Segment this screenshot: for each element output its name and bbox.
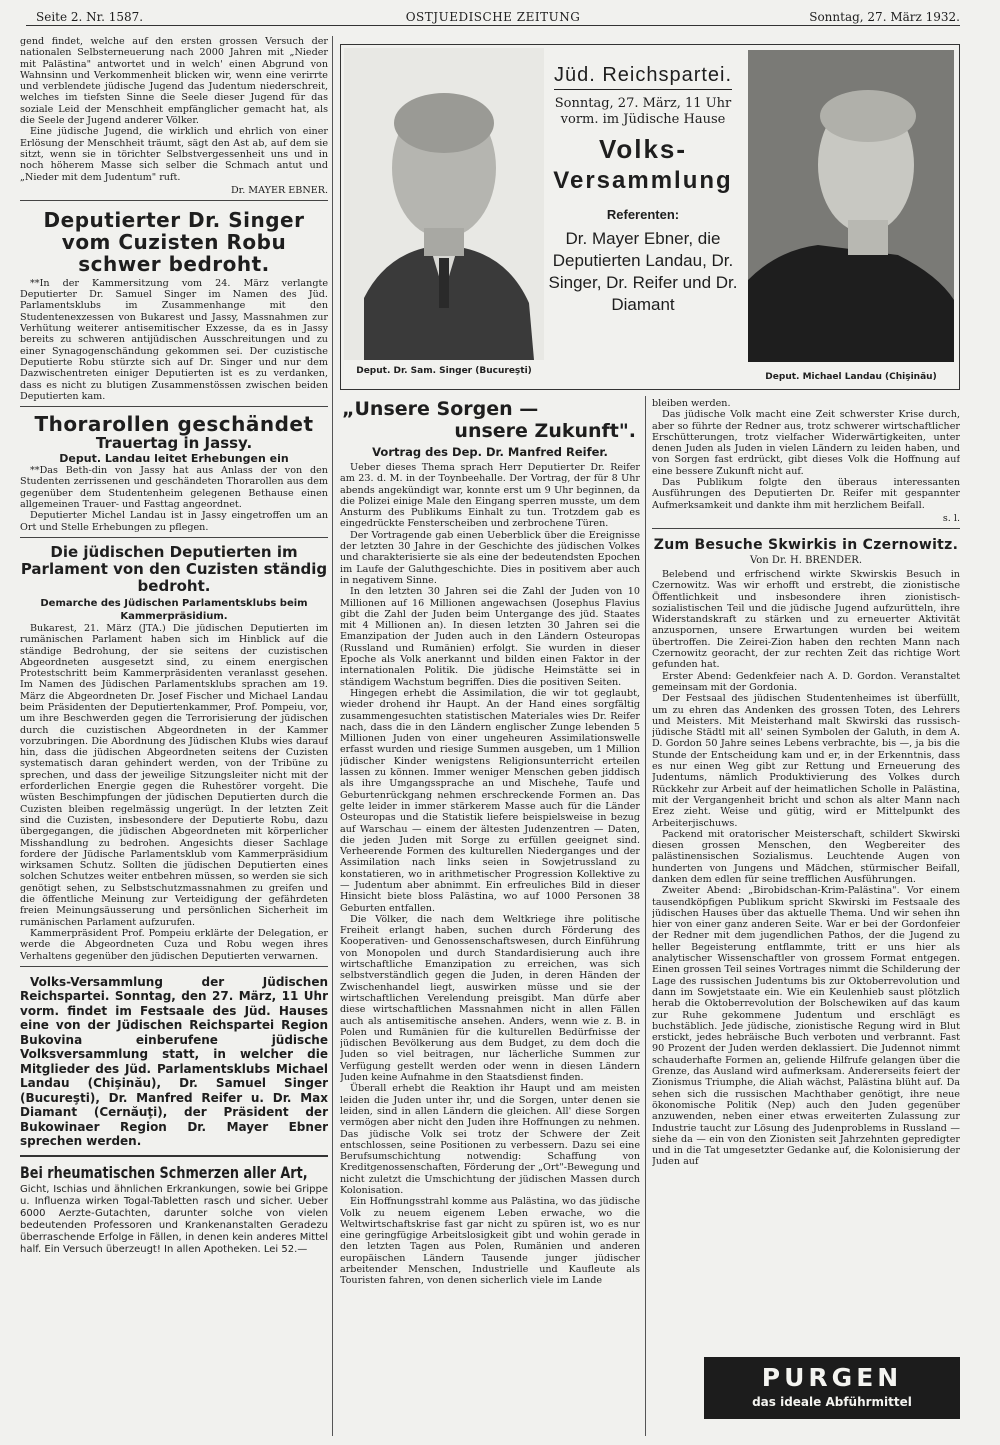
sorgen-continuation-3: Das Publikum folgte den überaus interessanten Ausführungen des Deputierten Dr. Reifer mit gespannter Aufmerksamkeit und dankte ihm mit herzlichem Beifall. (652, 477, 960, 511)
sorgen-continuation: bleiben werden. (652, 398, 731, 409)
subhead-demarche: Demarche des Jüdischen Parlamentsklubs beim Kammerpräsidium. (40, 597, 308, 622)
rally-date: Sonntag, 27. März, 11 Uhr vorm. im Jüdische Hause (554, 96, 732, 127)
article-thorarollen-body2: Deputierter Michel Landau ist in Jassy eingetroffen um an Ort und Stelle Erhebungen zu pflegen. (20, 510, 328, 533)
divider (20, 406, 328, 407)
landau-portrait-image (748, 50, 954, 362)
column-rule (332, 36, 333, 1436)
sorgen-paragraph: Die Völker, die nach dem Weltkriege ihre politische Freiheit erlangt haben, suchen durch Förderung des Kooperativen- und Genossenschaftswesen, durch Einführung von Monopolen und durch Standardisierung auch ihre wirtschaftliche Emanzipation zu erreichen, was sich selbstverständlich gegen die Juden, in deren Händen der Zwischenhandel liegt, auswirken müsse und sie der wirtschaftlichen Verelendung preisgibt. Man dürfe aber diese wirtschaftlichen Massnahmen nicht in allen Fällen auch als antisemitische ansehen. Anders, wenn wie z. B. in Polen und Rumänien für die kulturellen Bedürfnisse der jüdischen Bevölkerung aus dem Budget, zu dem doch die Juden so viel beitragen, nur lächerliche Summen zur Verfügung gestellt werden oder wenn in diesen Ländern Juden keine Aufnahme in den Staatsdienst finden. (340, 913, 640, 1084)
divider (20, 966, 328, 967)
sorgen-paragraph: Der Vortragende gab einen Ueberblick über die Ereignisse der letzten 30 Jahre in der Geschichte des jüdischen Volkes und charakterisierte sie als eine der bedeutendsten Epochen im Laufe der Galuthgeschichte. Dies in positivem aber auch in negativem Sinne. (340, 529, 640, 586)
subhead-reifer: Vortrag des Dep. Dr. Manfred Reifer. (372, 445, 608, 459)
rally-speakers: Dr. Mayer Ebner, die Deputierten Landau, Dr. Singer, Dr. Reifer und Dr. Diamant (548, 229, 738, 314)
purgen-slogan: das ideale Abführmittel (752, 1395, 912, 1409)
column-left (20, 36, 328, 1434)
headline-singer: Deputierter Dr. Singer vom Cuzisten Robu schwer bedroht. (43, 207, 305, 276)
sorgen-continuation-2: Das jüdische Volk macht eine Zeit schwerster Krise durch, aber so führte der Redner aus, trotz schwerer wirtschaftlicher Erschütterungen, trotz vielfacher Widerwärtigkeiten, unter denen Juden als Juden in vielen Ländern zu leiden haben, und von Sorgen fast erdrückt, gibt dieses Volk die Hoffnung auf eine bessere Zukunft nicht auf. (652, 409, 960, 477)
headline-skwirski: Zum Besuche Skwirkis in Czernowitz. (653, 536, 959, 553)
divider (20, 200, 328, 201)
skwirski-paragraph: Zweiter Abend: „Birobidschan-Krim-Palästina". Vor einem tausendköpfigen Publikum spricht Skwirski im Festsaale des jüdischen Hauses über das aktuelle Thema. Und wir sehen ihn hier von einer ganz anderen Seite. War er bei der Gordonfeier der Redner mit dem jugendlichen Pathos, der die Jugend zu heller Begeisterung entflammte, tritt er uns hier als analytischer Wissenschaftler von grossem Format entgegen. Einen grossen Teil seines Vortrages nimmt die Schilderung der Lage des russischen Judentums bis zur Oktoberrevolution und dann im Sowjetstaate ein. Wie ein Keulenhieb saust plötzlich herab die Oktoberrevolution der Bolschewiken auf das kaum zur Ruhe gekommene Judentum und erschlägt es buchstäblich. Jede jüdische, zionistische Regung wird in Blut erstickt, jedes hebräische Buch verboten und verbrannt. Fast 90 Prozent der Juden werden deklassiert. Die Judennot nimmt schauderhafte Formen an, geliende Hilfrufe gelangen über die Grenze, das Ausland wird aufmerksam. Andererseits feiert der Zionismus Triumphe, die Aliah wächst, Palästina blüht auf. Da sehen sich die russischen Machthaber genötigt, ihre neue ökonomische Politik (Nep) auch den Juden gegenüber anzuwenden, neben einer etwas erweiterten Zulassung zur Industrie taucht zur Lösung des Judenproblems in Russland — siehe da — ein von den Zionisten seit Jahrzehnten gepredigter und in die Tat umgesetzter Gedanke auf, die Kolonisierung der Juden auf (652, 885, 960, 1168)
sorgen-signature: s. l. (942, 512, 960, 524)
rally-announcement (548, 64, 738, 316)
caption-landau: Deput. Michael Landau (Chişinău) (765, 372, 937, 382)
divider (20, 537, 328, 538)
togal-ad-body: Gicht, Ischias und ähnlichen Erkrankungen, sowie bei Grippe u. Influenza wirken Togal-Tabletten rasch und sicher. Ueber 6000 Aerzte-Gutachten, darunter solche von vielen bedeutenden Professoren und Krankenanstalten Geradezu überraschende Erfolge in Fällen, in denen kein anderes Mittel half. Ein Versuch überzeugt! In allen Apotheken. Lei 52.— (20, 1183, 328, 1255)
sorgen-paragraph: Ueber dieses Thema sprach Herr Deputierter Dr. Reifer am 23. d. M. in der Toynbeehalle. Der Vortrag, der für 8 Uhr abends angekündigt war, konnte erst um 9 Uhr beginnen, da die Polizei einige Male den Eingang sperren musste, um dem Ansturm des Publikums Einhalt zu tun. Trotzdem gab es eingedrückte Fensterscheiben und zerbrochene Türen. (340, 462, 640, 530)
article-deputierten-body: Bukarest, 21. März (JTA.) Die jüdischen Deputierten im rumänischen Parlament haben sich im Hinblick auf die ständige Bedrohung, der sie seitens der cuzistischen Abgeordneten ausgesetzt sind, zu einem energischen Protestschritt beim Kammerpräsidenten veranlasst gesehen. Im Namen des Jüdischen Parlamentsklubs sprachen am 19. März die Abgeordneten Dr. Josef Fischer und Michael Landau beim Präsidenten der Deputiertenkammer, Prof. Pompeiu, vor, um ihre Beschwerden gegen die Terrorisierung der jüdischen durch die cuzistischen Abgeordneten in der Kammer vorzubringen. Die Abordnung des Jüdischen Klubs wies darauf hin, dass die jüdischen Abgeordneten seitens der Cuzisten systematisch daran gehindert werden, von der Tribüne zu sprechen, und dass der jeweilige Sitzungsleiter nicht mit der erforderlichen Energie gegen die Ruhestörer vorgeht. Die wüsten Beschimpfungen der jüdischen Deputierten durch die Cuzisten bleiben regelmässig ungerügt. In der letzten Zeit sind die Cuzisten, insbesondere der Deputierte Robu, dazu übergegangen, die jüdischen Abgeordneten mit körperlicher Misshandlung zu bedrohen. Angesichts dieser Sachlage fordere der Jüdische Parlamentsklub vom Kammerpräsidium wirksamen Schutz. Sollten die jüdischen Deputierten eines solchen Schutzes weiter entbehren müssen, so werden sie sich genötigt sehen, zu Selbstschutzmassnahmen zu greifen und die öffentliche Meinung zur Verteidigung der gefährdeten freien Meinungsäusserung und persönlichen Sicherheit im rumänischen Parlament aufzurufen. (20, 622, 328, 928)
headline-thorarollen: Thorarollen geschändet (34, 412, 314, 437)
column-rule (645, 396, 646, 1436)
notice-volksversammlung: Volks-Versammlung der Jüdischen Reichspartei. Sonntag, den 27. März, 11 Uhr vorm. findet im Festsaale des Jüd. Hauses eine von der Jüdischen Reichspartei Region Bukovina einberufene jüdische Volksversammlung statt, in welcher die Mitglieder des Jüd. Parlamentsklubs Michael Landau (Chişinău), Dr. Samuel Singer (Bucureşti), Dr. Manfred Reifer u. Dr. Max Diamant (Cernăuţi), der Präsident der Bukowinaer Region Dr. Mayer Ebner sprechen werden. (20, 974, 328, 1149)
newspaper-title: OSTJUEDISCHE ZEITUNG (405, 10, 581, 24)
purgen-brand: PURGEN (761, 1363, 903, 1392)
headline-sorgen-1: „Unsere Sorgen — (342, 398, 539, 420)
togal-ad-title: Bei rheumatischen Schmerzen aller Art, (20, 1162, 308, 1182)
article-singer-body: **In der Kammersitzung vom 24. März verlangte Deputierter Dr. Samuel Singer im Namen des Jüd. Parlamentsklubs im Zusammenhange mit den Studentenexzessen von Bukarest und Jassy, Massnahmen zur Verhütung weiterer antisemitischer Exzesse, da es in Jassy bereits zu schweren antijüdischen Ausschreitungen und zu einer Synagogenschändung gekommen sei. Der cuzistische Deputierte Robu stürzte sich auf Dr. Singer und nur dem Dazwischentreten einiger Deputierten ist es zu verdanken, dass es nicht zu blutigen Zusammenstössen zwischen beiden Deputierten kam. (20, 277, 328, 402)
page-header (26, 8, 960, 26)
essay-signature: Dr. MAYER EBNER. (230, 184, 328, 196)
article-thorarollen-body: **Das Beth-din von Jassy hat aus Anlass der von den Studenten zerrissenen und geschändeten Thorarollen aus dem gegenüber dem Studentenheim gelegenen Bethause einen allgemeinen Trauer- und Fasttag angeordnet. (20, 465, 328, 511)
purgen-ad (704, 1357, 960, 1419)
sorgen-paragraph: Ein Hoffnungsstrahl komme aus Palästina, wo das jüdische Volk zu neuem eigenem Leben erwache, wo die Weltwirtschaftskrise fast gar nicht zu spüren ist, wo es nur eine geringfügige Arbeitslosigkeit gibt und wohin gerade in den letzten Tagen aus Polen, Rumänien und anderen europäischen Ländern Tausende junger jüdischer arbeitender Menschen, Industrielle und Kaufleute als Touristen fahren, von denen sicherlich viele im Lande (340, 1196, 640, 1287)
essay-paragraph: Eine jüdische Jugend, die wirklich und ehrlich von einer Erlösung der Menschheit träumt, sägt den Ast ab, auf dem sie sitzt, wenn sie in törichter Selbstvergessenheit uns und in noch höherem Masse sich selber die Schmach antut und „Nieder mit dem Judentum" ruft. (20, 126, 328, 183)
subhead-trauertag: Trauertag in Jassy. (95, 434, 253, 453)
singer-portrait (344, 48, 544, 360)
skwirski-paragraph: Erster Abend: Gedenkfeier nach A. D. Gordon. Veranstaltet gemeinsam mit der Gordonia. (652, 670, 960, 693)
headline-sorgen-2: unsere Zukunft". (454, 420, 636, 442)
divider (652, 528, 960, 529)
landau-portrait (748, 50, 954, 362)
subhead-landau: Deput. Landau leitet Erhebungen ein (59, 452, 289, 466)
party-name: Jüd. Reichspartei. (554, 64, 732, 90)
article-deputierten-body2: Kammerpräsident Prof. Pompeiu erklärte der Delegation, er werde die Abgeordneten Cuza und Robu wegen ihres Verhaltens gegenüber den jüdischen Deputierten verwarnen. (20, 927, 328, 962)
column-right (652, 398, 960, 1348)
sorgen-paragraph: Hingegen erhebt die Assimilation, die wir tot geglaubt, wieder drohend ihr Haupt. An der Hand eines sorgfältig zusammengesuchten statistischen Materiales wies Dr. Reifer nach, dass die in den Ländern englischer Zunge lebenden 5 Millionen Juden von einer ungeheuren Assimilationswelle erfasst wurden und riesige Summen ausgeben, um 1 Million jüdischer Kinder wenigstens Religionsunterricht erteilen lassen zu können. Immer weniger Menschen geben jiddisch als ihre Umgangssprache an und Mischehe, Taufe und Geburtenrückgang nehmen erschreckende Formen an. Das gelte leider in immer stärkerem Masse auch für die Länder Osteuropas und die Statistik liefere beispielsweise in bezug auf Warschau — einem der ältesten Judenzentren — Daten, die jeden Juden mit Sorge zu erfüllen geeignet sind. Verheerende Formen des kulturellen Niederganges und der Assimilation nach links seien in Sowjetrussland zu konstatieren, wo in arithmetischer Progression Kollektive zu — Judentum aber abnimmt. Ein erfreuliches Bild in dieser Hinsicht biete bloss Palästina, wo auf 1000 Personen 38 Geburten entfallen. (340, 687, 640, 914)
skwirski-paragraph: Der Festsaal des jüdischen Studentenheimes ist überfüllt, um zu ehren das Andenken des grossen Toten, des Lehrers und Meisters. Mit Meisterhand malt Skwirski das russisch-jüdische Städtl mit all' seinen Symbolen der Galuth, in dem A. D. Gordon 50 Jahre seines Lebens verbrachte, bis —, ja bis die Stunde der Entscheidung kam und er, in der Erkenntnis, dass es nur einen Weg gibt zur Rettung und Erneuerung des Judentums, nämlich Produktivierung des Volkes durch Rückkehr zur Arbeit auf der heimatlichen Scholle in Palästina, mit der Vergangenheit bricht und schon als alter Mann nach Erez zieht. Weise und gütig, wird er Mittelpunkt des Arbeiterjischuws. (652, 693, 960, 829)
sorgen-paragraph: Überall erhebt die Reaktion ihr Haupt und am meisten leiden die Juden unter ihr, und die Sorgen, unter denen sie leiden, sind in allen Ländern die gleichen. All' diese Sorgen vermögen aber nicht den Juden ihre Hoffnungen zu nehmen. Das jüdische Volk sei trotz der Schwere der Zeit entschlossen, seine Positionen zu verbessern. Dazu sei eine Berufsumschichtung notwendig: Schaffung von Kreditgenossenschaften, Förderung der „Ort"-Bewegung und nicht zuletzt die Umschichtung der jüdischen Massen durch Kolonisation. (340, 1083, 640, 1196)
rally-referenten: Referenten: (606, 207, 680, 222)
rally-versammlung: Versammlung (553, 167, 733, 194)
author-brender: Von Dr. H. BRENDER. (749, 554, 863, 566)
skwirski-paragraph: Belebend und erfrischend wirkte Skwirskis Besuch in Czernowitz. Was wir erhofft und erstrebt, die zionistische Öffentlichkeit und insbesondere ihren zionistisch-sozialistischen Teil und die jüdische Jugend aufzurütteln, ihre Widerstandskraft zu stärken und zu erneuerter Aktivität anzuspornen, unsere Erwartungen wurden bei weitem übertroffen. Die Zeirei-Zion haben den rechten Mann nach Czernowitz georacht, der zur rechten Zeit das richtige Wort gefunden hat. (652, 568, 960, 671)
column-middle (340, 398, 640, 1434)
skwirski-paragraph: Packend mit oratorischer Meisterschaft, schildert Skwirski diesen grossen Menschen, den Wegbereiter des palästinensischen Sozialismus. Leuchtende Augen von hunderten von Jungens und Mädchen, stürmischer Beifall, danken dem edlen für seine trefflichen Ausführungen. (652, 828, 960, 885)
essay-continuation: gend findet, welche auf den ersten grossen Versuch der nationalen Selbsterneuerung nach 2000 Jahren mit „Nieder mit Palästina" antwortet und in welch' einen Abgrund von Wahnsinn und Verkommenheit blicken wir, wenn eine verirrte und verblendete jüdische Jugend das Judentum niederschreit, welches im tiefsten Sinne die Seele dieser Jugend für das soziale Leid der Menschheit empfänglicher gemacht hat, als die Seele der Jugend anderer Völker. (20, 36, 328, 127)
sorgen-paragraph: In den letzten 30 Jahren sei die Zahl der Juden von 10 Millionen auf 16 Millionen angewachsen (Josephus Flavius gibt die Zahl der Juden beim Untergange des jüd. Staates mit 4 Millionen an). In diesen letzten 30 Jahren sei die Emanzipation der Juden auch in den Ländern Osteuropas (Russland und Rumänien) erfolgt. Sie wurden in dieser Epoche als Volk anerkannt und bilden einen Faktor in der internationalen Politik. Die jüdische Heimstätte sei in ständigem Wachstum begriffen. Dies die positiven Seiten. (340, 586, 640, 688)
singer-portrait-image (344, 48, 544, 360)
issue-date: Sonntag, 27. März 1932. (809, 10, 960, 24)
caption-singer: Deput. Dr. Sam. Singer (Bucureşti) (356, 366, 532, 376)
headline-deputierten: Die jüdischen Deputierten im Parlament von den Cuzisten ständig bedroht. (20, 542, 328, 595)
rally-volks: Volks- (598, 134, 688, 164)
page-number: Seite 2. Nr. 1587. (36, 10, 144, 24)
divider (20, 1155, 328, 1157)
